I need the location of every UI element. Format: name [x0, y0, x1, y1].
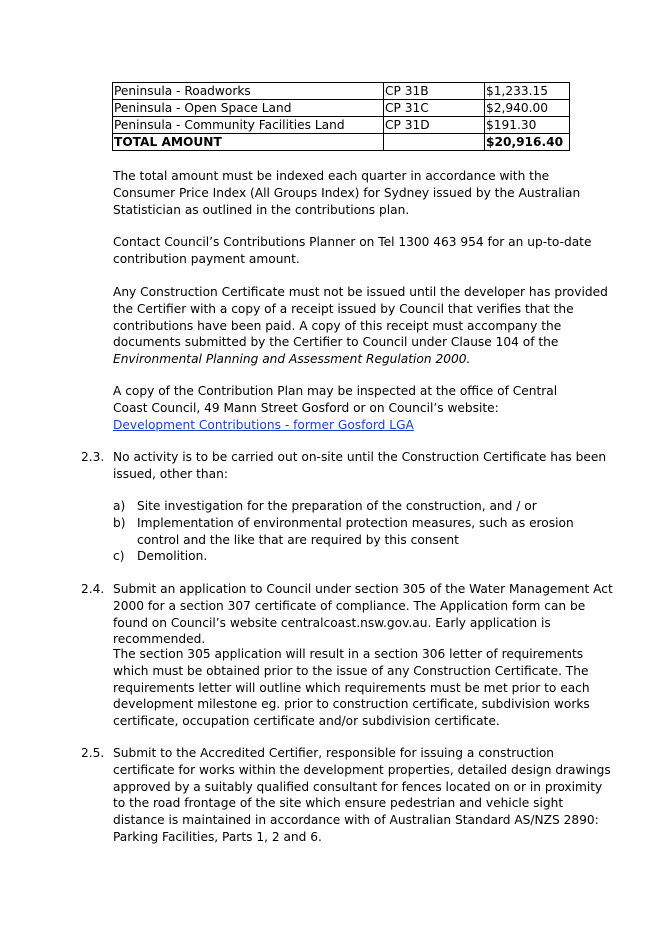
construction-certificate-paragraph — [113, 284, 613, 368]
plan-code-cell: CP 31B — [384, 83, 485, 100]
plan-name-cell: Peninsula - Roadworks — [113, 83, 384, 100]
list-item: Site investigation for the preparation of the construction, and / or — [137, 499, 537, 513]
section-2-4-text: Submit an application to Council under section 305 of the Water Management Act 2000 for a section 307 certificate of compliance. The Application form can be found on Council’s website centralcoast.nsw.gov.au. Early application is recommended. — [113, 582, 613, 647]
plan-name-cell: Peninsula - Community Facilities Land — [113, 117, 384, 134]
list-item: Demolition. — [137, 549, 208, 563]
plan-code-cell: CP 31D — [384, 117, 485, 134]
table-row — [113, 83, 570, 100]
table-row — [113, 100, 570, 117]
section-number: 2.5. — [81, 746, 105, 760]
total-row — [113, 134, 570, 151]
plan-name-cell: Peninsula - Open Space Land — [113, 100, 384, 117]
total-amount: $20,916.40 — [485, 134, 570, 151]
total-code — [384, 134, 485, 151]
section-number: 2.3. — [81, 450, 105, 464]
list-item-letter: a) — [113, 499, 126, 513]
total-label: TOTAL AMOUNT — [113, 134, 384, 151]
indexation-paragraph: The total amount must be indexed each quarter in accordance with the Consumer Price Index (All Groups Index) for Sydney issued by the Australian Statistician as outlined in the contributions plan. — [113, 169, 581, 217]
section-2-5-text: Submit to the Accredited Certifier, responsible for issuing a construction certificate for works within the development properties, detailed design drawings approved by a suitably qualified consultant for fences located on or in proximity to the road frontage of the site which ensure pedestrian and vehicle sight distance is maintained in accordance with of Australian Standard AS/NZS 2890: Parking Facilities, Parts 1, 2 and 6. — [113, 746, 611, 844]
section-2-4-text-2: The section 305 application will result in a section 306 letter of requirements which must be obtained prior to the issue of any Construction Certificate. The requirements letter will outline which requirements must be met prior to each development milestone eg. prior to construction certificate, subdivision works certificate, occupation certificate and/or subdivision certificate. — [113, 647, 590, 729]
plan-line-2: Coast Council, 49 Mann Street Gosford or on Council’s website: — [113, 400, 499, 415]
contributions-table — [112, 82, 570, 151]
contact-paragraph: Contact Council’s Contributions Planner on Tel 1300 463 954 for an up-to-date contribution payment amount. — [113, 235, 592, 266]
amount-cell: $1,233.15 — [485, 83, 570, 100]
cc-text: Any Construction Certificate must not be issued until the developer has provided the Certifier with a copy of a receipt issued by Council that verifies that the contributions have been paid. A copy of this receipt must accompany the documents submitted by the Certifier to Council under Clause 104 of the — [113, 285, 608, 350]
plan-code-cell: CP 31C — [384, 100, 485, 117]
contribution-plan-paragraph — [113, 383, 613, 433]
list-item-letter: b) — [113, 516, 126, 530]
amount-cell: $2,940.00 — [485, 100, 570, 117]
section-2-3-text: No activity is to be carried out on-site until the Construction Certificate has been issued, other than: — [113, 450, 607, 481]
development-contributions-link[interactable]: Development Contributions - former Gosford LGA — [113, 417, 414, 432]
list-item-letter: c) — [113, 549, 125, 563]
plan-line-1: A copy of the Contribution Plan may be inspected at the office of Central — [113, 384, 558, 398]
regulation-title: Environmental Planning and Assessment Regulation 2000. — [113, 352, 471, 367]
list-item: Implementation of environmental protection measures, such as erosion control and the like that are required by this consent — [137, 516, 574, 547]
table-row — [113, 117, 570, 134]
amount-cell: $191.30 — [485, 117, 570, 134]
section-number: 2.4. — [81, 582, 105, 596]
